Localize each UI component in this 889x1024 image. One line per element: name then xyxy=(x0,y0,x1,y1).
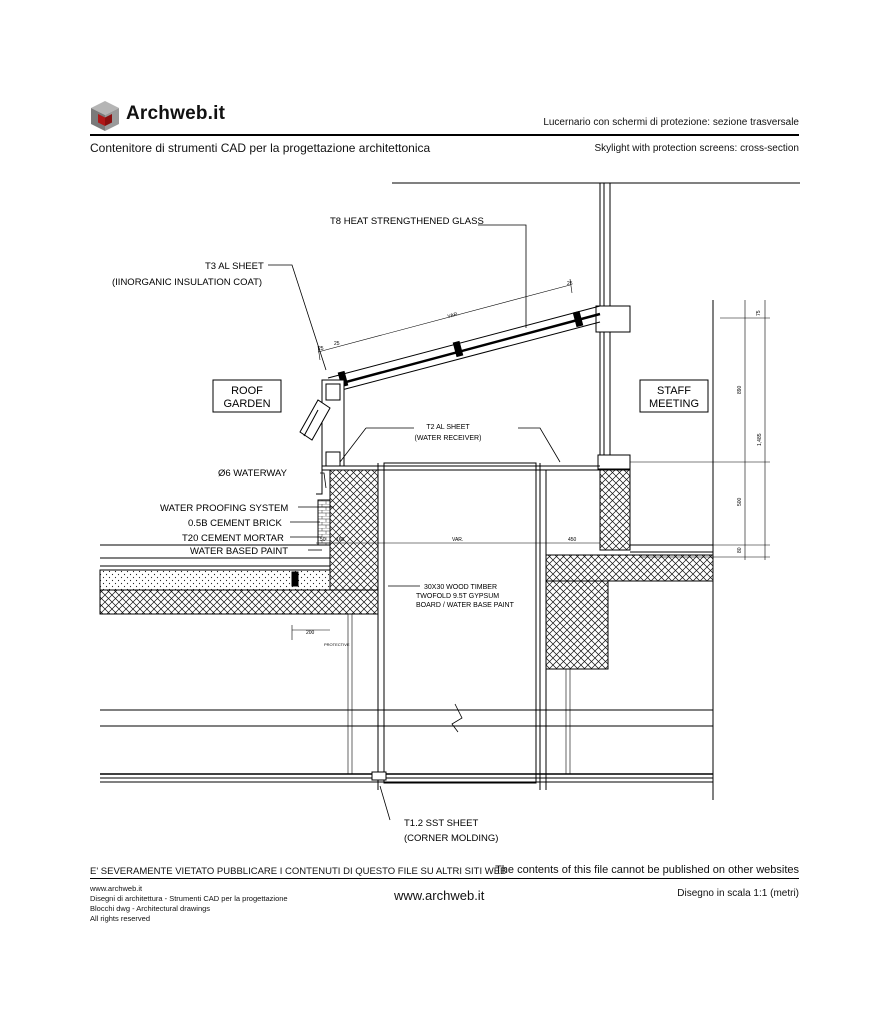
dim-25c: 25 xyxy=(567,281,573,287)
label-paint: WATER BASED PAINT xyxy=(190,546,289,557)
label-waterway: Ø6 WATERWAY xyxy=(218,468,287,479)
footer-info xyxy=(90,884,288,924)
dim-80: 80 xyxy=(737,547,743,553)
copyright-banner-italian: E' SEVERAMENTE VIETATO PUBBLICARE I CONTENUTI DI QUESTO FILE SU ALTRI SITI WEB xyxy=(90,866,507,877)
dim-50: 50 xyxy=(320,537,326,543)
dim-200: 200 xyxy=(306,630,315,636)
label-roof-garden-2: GARDEN xyxy=(223,398,271,410)
copyright-banner-english: The contents of this file cannot be published on other websites xyxy=(495,864,799,876)
brand-name: Archweb.it xyxy=(126,103,226,124)
label-sst-2: (CORNER MOLDING) xyxy=(404,833,499,844)
label-protective: PROTECTIVE xyxy=(324,642,350,647)
dim-500: 500 xyxy=(737,497,743,506)
label-timber-1: 30X30 WOOD TIMBER xyxy=(424,584,498,591)
dim-75: 75 xyxy=(756,310,762,316)
label-sst-1: T1.2 SST SHEET xyxy=(404,818,479,829)
dim-1485: 1,485 xyxy=(757,433,763,446)
dim-var-mid: VAR. xyxy=(452,537,464,543)
skylight-glass xyxy=(328,306,600,392)
site-subtitle: Contenitore di strumenti CAD per la progettazione architettonica xyxy=(90,141,431,155)
drawing-title-italian: Lucernario con schermi di protezione: sezione trasversale xyxy=(543,117,799,128)
footer-line-4: All rights reserved xyxy=(90,914,151,923)
footer-website: www.archweb.it xyxy=(394,888,485,903)
label-glass: T8 HEAT STRENGTHENED GLASS xyxy=(330,216,484,227)
label-brick: 0.5B CEMENT BRICK xyxy=(188,518,282,529)
label-staff-meeting-2: MEETING xyxy=(648,398,700,410)
label-al-sheet: T3 AL SHEET xyxy=(205,261,264,272)
footer-scale: Disegno in scala 1:1 (metri) xyxy=(677,888,799,899)
label-roof-garden-1: ROOF xyxy=(231,385,263,397)
label-receiver-2: (WATER RECEIVER) xyxy=(414,435,482,442)
label-staff-meeting-1: STAFF xyxy=(656,385,692,397)
footer-line-2: Disegni di architettura - Strumenti CAD per la progettazione xyxy=(90,894,288,903)
dim-160: 160 xyxy=(336,537,345,543)
label-waterproofing: WATER PROOFING SYSTEM xyxy=(160,503,289,514)
dim-450: 450 xyxy=(568,537,577,543)
label-timber-3: BOARD / WATER BASE PAINT xyxy=(416,602,514,609)
footer-divider xyxy=(90,878,799,879)
footer-line-1: www.archweb.it xyxy=(90,884,143,893)
footer-line-3: Blocchi dwg - Architectural drawings xyxy=(90,904,211,913)
dim-25a: 25 xyxy=(318,346,324,352)
label-timber-2: TWOFOLD 9.5T GYPSUM xyxy=(416,593,500,600)
label-al-sheet-note: (IINORGANIC INSULATION COAT) xyxy=(112,277,263,288)
dim-var-glass: VAR. xyxy=(446,311,460,320)
dim-25b: 25 xyxy=(334,341,340,347)
label-mortar: T20 CEMENT MORTAR xyxy=(182,533,284,544)
label-receiver-1: T2 AL SHEET xyxy=(426,424,470,431)
dim-890: 890 xyxy=(737,385,743,394)
drawing-title-english: Skylight with protection screens: cross-section xyxy=(594,143,799,154)
